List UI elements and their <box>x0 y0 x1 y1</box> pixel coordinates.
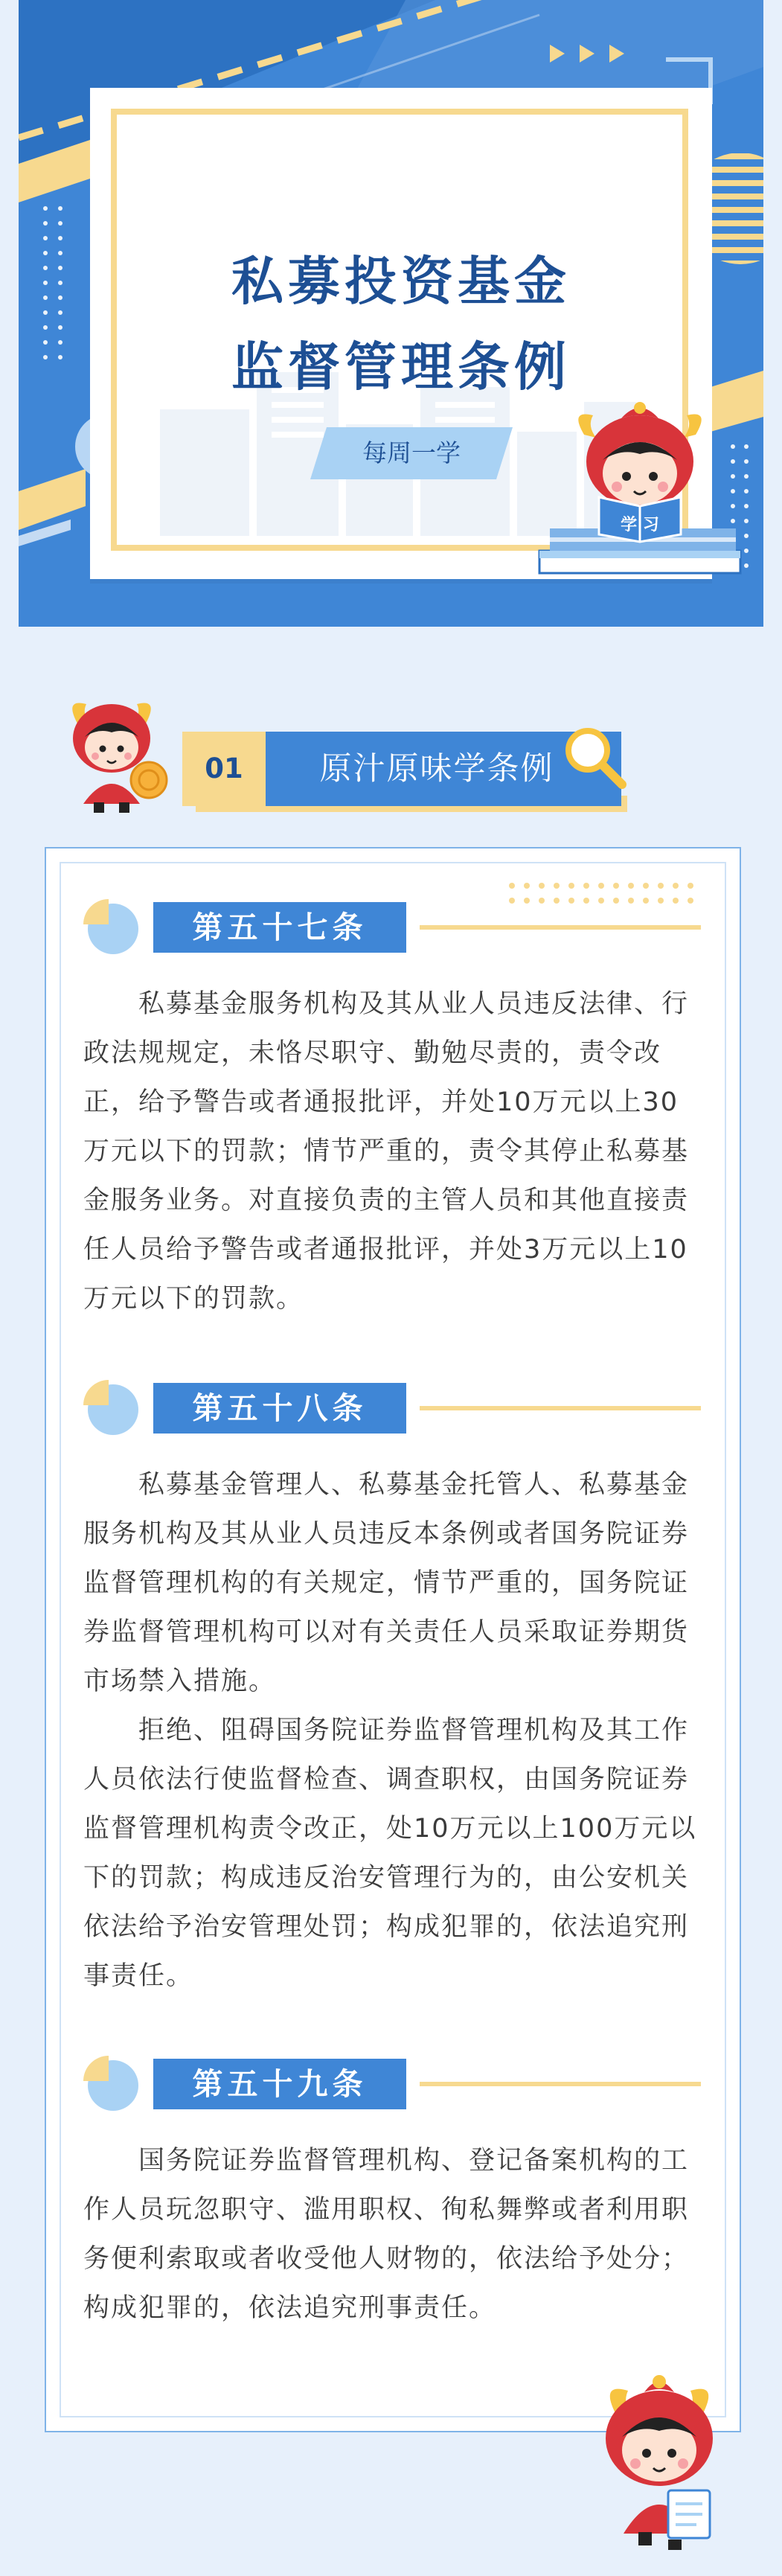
section-title: 原汁原味学条例 <box>319 750 554 787</box>
article-label: 第五十九条 <box>153 2059 406 2109</box>
mascot-reading-icon <box>525 402 755 595</box>
section-banner <box>182 732 621 806</box>
article-rule <box>420 925 701 930</box>
article-paragraph: 拒绝、阻碍国务院证券监督管理机构及其工作人员依法行使监督检查、调查职权，由国务院证券监督管理机构责令改正，处10万元以上100万元以下的罚款；构成违反治安管理行为的，由公安机关依法给予治安管理处罚；构成犯罪的，依法追究刑事责任。 <box>83 1716 697 1991</box>
pie-icon <box>83 899 140 956</box>
hero-tag-text: 每周一学 <box>362 438 461 467</box>
section-number: 01 <box>182 732 266 806</box>
article-paragraph: 私募基金管理人、私募基金托管人、私募基金服务机构及其从业人员违反本条例或者国务院证券监督管理机构的有关规定，情节严重的，国务院证券监督管理机构可以对有关责任人员采取证券期货市场禁入措施。 <box>83 1470 690 1696</box>
article-paragraph: 国务院证券监督管理机构、登记备案机构的工作人员玩忽职守、滥用职权、徇私舞弊或者利用职务便利索取或者收受他人财物的，依法给予处分；构成犯罪的，依法追究刑事责任。 <box>83 2146 690 2323</box>
hero-banner <box>19 0 763 627</box>
book-label: 学 习 <box>621 516 659 534</box>
hero-title-line2: 监督管理条例 <box>231 336 571 397</box>
hero-tag <box>310 427 513 479</box>
mascot-bottom-icon <box>585 2371 734 2554</box>
hero-title-line1: 私募投资基金 <box>231 251 571 312</box>
article-59-header <box>83 2054 701 2114</box>
article-paragraph: 私募基金服务机构及其从业人员违反法律、行政法规规定，未恪尽职守、勤勉尽责的，责令改正，给予警告或者通报批评，并处10万元以上30万元以下的罚款；情节严重的，责令其停止私募基金服务业务。对直接负责的主管人员和其他直接责任人员给予警告或者通报批评，并处3万元以上10万元以下的罚款。 <box>83 989 690 1314</box>
article-rule <box>420 2082 701 2086</box>
article-label: 第五十七条 <box>153 902 406 953</box>
pie-icon <box>83 2056 140 2112</box>
magnifier-icon <box>560 722 628 790</box>
article-57-header <box>83 898 701 957</box>
article-58-header <box>83 1378 701 1438</box>
pie-icon <box>83 1380 140 1436</box>
article-label: 第五十八条 <box>153 1383 406 1434</box>
mascot-coin-icon <box>54 692 173 819</box>
article-rule <box>420 1406 701 1410</box>
